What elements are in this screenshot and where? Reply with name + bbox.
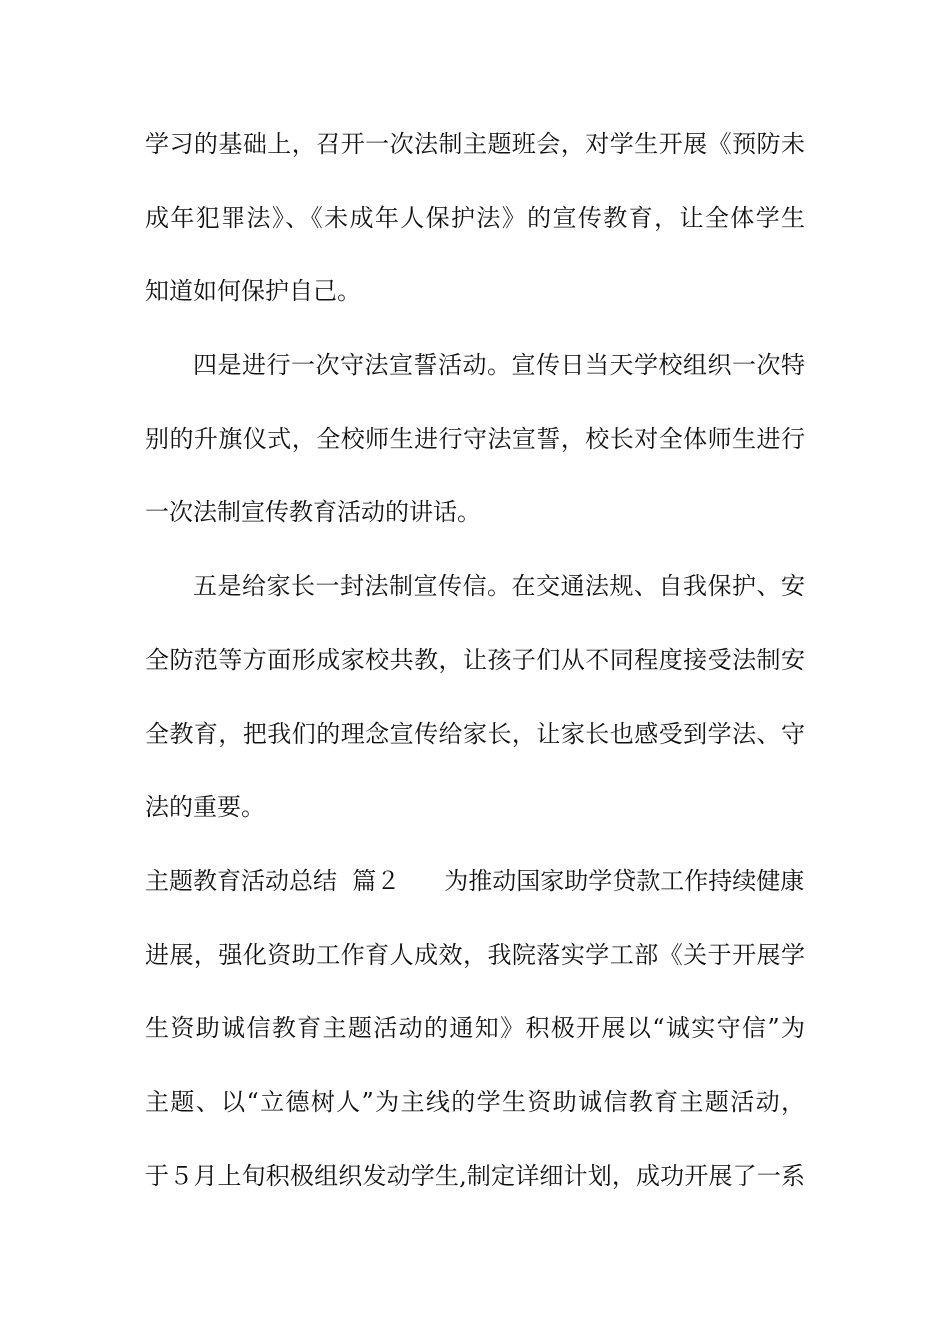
paragraph-line: 别的升旗仪式，全校师生进行守法宣誓，校长对全体师生进行 [145,424,805,453]
paragraph-line: 全防范等方面形成家校共教，让孩子们从不同程度接受法制安 [145,645,805,674]
document-body [145,130,805,1235]
paragraph-line: 进展，强化资助工作育人成效，我院落实学工部《关于开展学 [145,940,805,969]
paragraph-text: 为推动国家助学贷款工作持续健康 [444,866,805,895]
paragraph-line: 成年犯罪法》、《未成年人保护法》的宣传教育，让全体学生 [145,203,805,232]
paragraph-line-indented: 五是给家长一封法制宣传信。在交通法规、自我保护、安 [193,572,805,601]
section-heading-line [145,867,805,896]
paragraph-line: 主题、以“立德树人”为主线的学生资助诚信教育主题活动， [145,1087,805,1116]
paragraph-line-indented: 四是进行一次守法宣誓活动。宣传日当天学校组织一次特 [193,351,805,380]
paragraph-line: 于５月上旬积极组织发动学生,制定详细计划，成功开展了一系 [145,1161,805,1190]
paragraph-line: 学习的基础上，召开一次法制主题班会，对学生开展《预防未 [145,130,805,158]
section-heading: 主题教育活动总结 篇２ [145,866,401,895]
paragraph-line: 生资助诚信教育主题活动的通知》积极开展以“诚实守信”为 [145,1014,805,1043]
paragraph-line: 一次法制宣传教育活动的讲话。 [145,498,481,527]
paragraph-line: 全教育，把我们的理念宣传给家长，让家长也感受到学法、守 [145,719,805,748]
paragraph-line: 知道如何保护自己。 [145,277,361,306]
paragraph-line: 法的重要。 [145,793,265,822]
